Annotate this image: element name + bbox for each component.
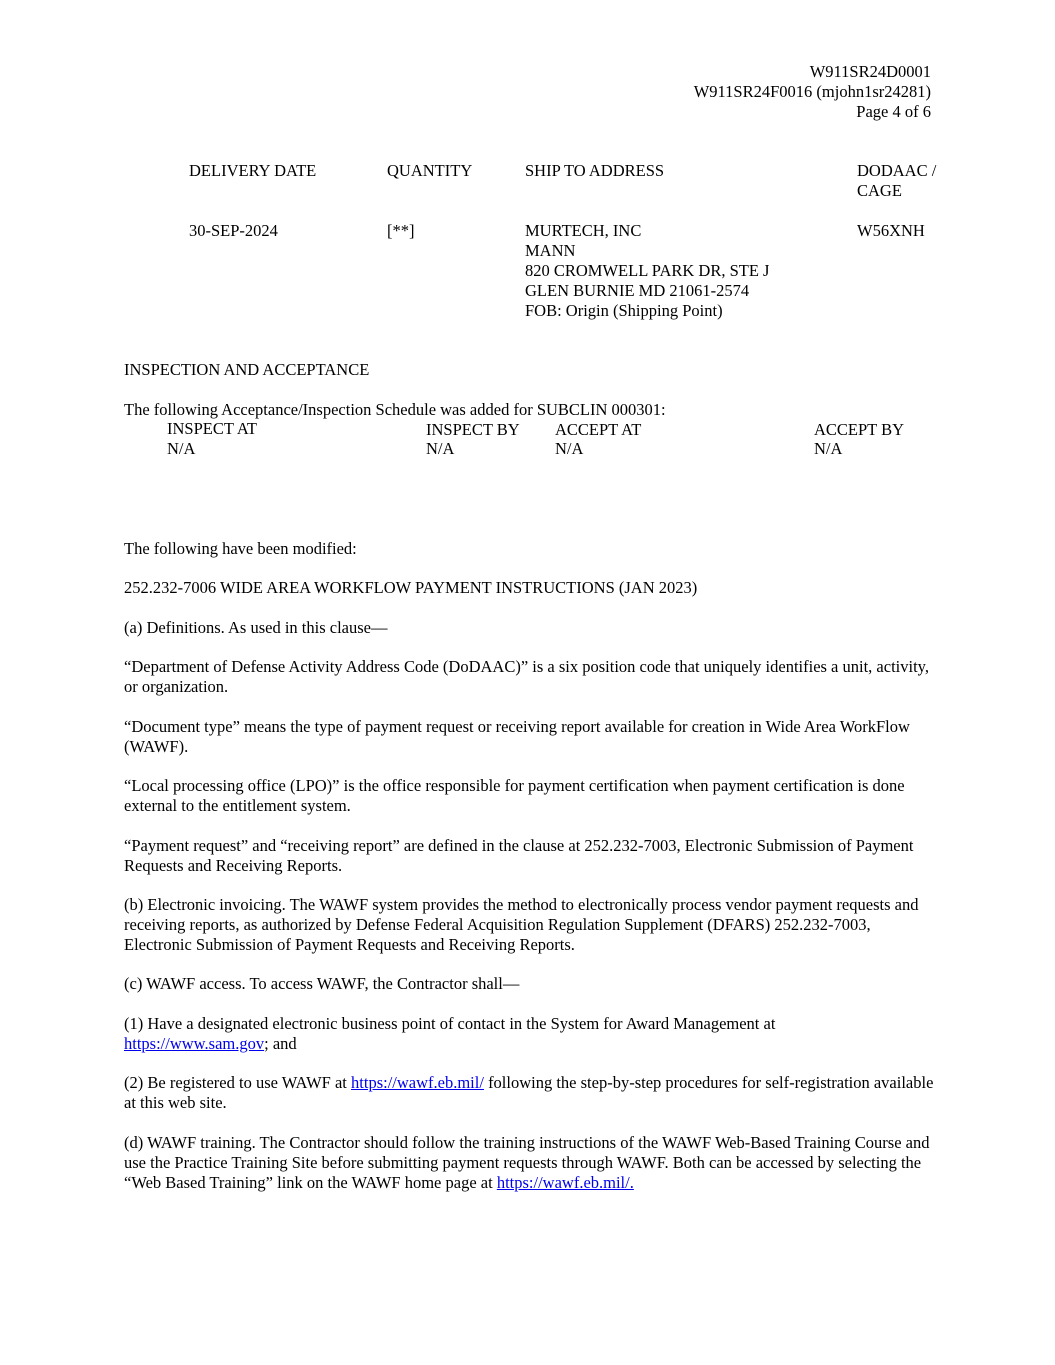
inspect-by-header: INSPECT BY — [426, 420, 520, 439]
wawf-training-paragraph — [124, 1133, 934, 1193]
ship-to-address-value — [525, 221, 769, 321]
address-line: MURTECH, INC — [525, 221, 642, 240]
inspect-at-header: INSPECT AT — [167, 419, 258, 438]
clause-title: 252.232-7006 WIDE AREA WORKFLOW PAYMENT INSTRUCTIONS (JAN 2023) — [124, 578, 698, 597]
address-line: 820 CROMWELL PARK DR, STE J — [525, 261, 770, 280]
address-line: FOB: Origin (Shipping Point) — [525, 301, 723, 320]
col-delivery-date: DELIVERY DATE — [189, 161, 317, 180]
wawf-access-paragraph: (c) WAWF access. To access WAWF, the Contractor shall— — [124, 974, 520, 993]
col-cage-label: CAGE — [857, 181, 902, 200]
col-quantity: QUANTITY — [387, 161, 473, 180]
dodaac-value: W56XNH — [857, 221, 925, 240]
sam-gov-link[interactable]: https://www.sam.gov — [124, 1034, 265, 1053]
definitions-heading: (a) Definitions. As used in this clause— — [124, 618, 388, 637]
definition-document-type: “Document type” means the type of payment request or receiving report available for creation in Wide Area WorkFlow (WAWF). — [124, 717, 910, 756]
access-item-1 — [124, 1014, 934, 1054]
col-dodaac-label: DODAAC / — [857, 161, 937, 180]
contract-number: W911SR24D0001 — [809, 62, 931, 81]
wawf-link[interactable]: https://wawf.eb.mil/ — [351, 1073, 484, 1092]
col-ship-to-address: SHIP TO ADDRESS — [525, 161, 665, 180]
access-item-2 — [124, 1073, 934, 1113]
order-number: W911SR24F0016 (mjohn1sr24281) — [693, 82, 931, 101]
inspection-intro: The following Acceptance/Inspection Schedule was added for SUBCLIN 000301: — [124, 400, 666, 419]
inspect-by-value: N/A — [426, 439, 455, 458]
definition-lpo: “Local processing office (LPO)” is the office responsible for payment certification when payment certification is done external to the entitlement system. — [124, 776, 905, 815]
access-item-1-text: (1) Have a designated electronic business point of contact in the System for Award Management at — [124, 1014, 776, 1033]
access-item-1-suffix: ; and — [264, 1034, 297, 1053]
col-dodaac-cage — [857, 161, 936, 201]
accept-by-header: ACCEPT BY — [814, 420, 905, 439]
accept-at-header: ACCEPT AT — [555, 420, 642, 439]
wawf-home-link[interactable]: https://wawf.eb.mil/. — [496, 1173, 634, 1192]
document-header — [694, 62, 931, 122]
accept-by-value: N/A — [814, 439, 843, 458]
address-line: GLEN BURNIE MD 21061-2574 — [525, 281, 750, 300]
inspect-at-value: N/A — [167, 439, 196, 458]
accept-at-value: N/A — [555, 439, 584, 458]
definition-payment-request: “Payment request” and “receiving report” are defined in the clause at 252.232-7003, Electronic Submission of Payment Requests and Receiving Reports. — [124, 836, 914, 875]
wawf-training-text: (d) WAWF training. The Contractor should follow the training instructions of the WAWF Web-Based Training Course and use the Practice Training Site before submitting payment requests through WAWF. Both can be accessed by selecting the “Web Based Training” link on the WAWF home page at — [124, 1133, 930, 1192]
page-number: Page 4 of 6 — [856, 102, 931, 121]
inspection-title: INSPECTION AND ACCEPTANCE — [124, 360, 370, 379]
definition-dodaac: “Department of Defense Activity Address Code (DoDAAC)” is a six position code that uniquely identifies a unit, activity, or organization. — [124, 657, 929, 696]
delivery-date-value: 30-SEP-2024 — [189, 221, 278, 240]
access-item-2-suffix: following the step-by-step procedures for self-registration available at this web site. — [124, 1073, 934, 1112]
electronic-invoicing-paragraph: (b) Electronic invoicing. The WAWF system provides the method to electronically process vendor payment requests and receiving reports, as authorized by Defense Federal Acquisition Regulation Supplement (DFARS) 252.232-7003, Electronic Submission of Payment Requests and Receiving Reports. — [124, 895, 919, 954]
quantity-value: [**] — [387, 221, 415, 240]
access-item-2-text: (2) Be registered to use WAWF at — [124, 1073, 352, 1092]
modified-intro: The following have been modified: — [124, 539, 357, 558]
address-line: MANN — [525, 241, 576, 260]
